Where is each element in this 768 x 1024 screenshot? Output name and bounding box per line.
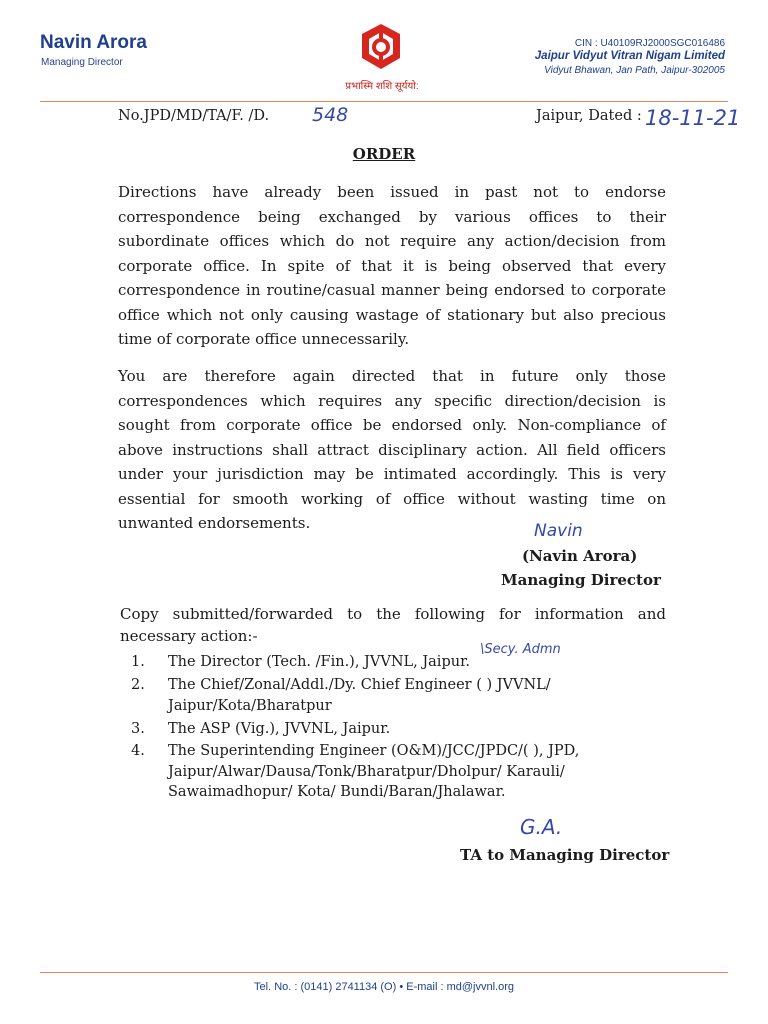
letterhead-name: Navin Arora <box>40 32 147 53</box>
handwritten-note: \Secy. Admn <box>480 642 561 657</box>
list-item-number: 2. <box>131 677 145 693</box>
letterhead-title: Managing Director <box>41 57 123 68</box>
signatory-title: Managing Director <box>501 571 661 589</box>
order-heading: ORDER <box>352 145 416 163</box>
list-item-text: The Superintending Engineer (O&M)/JCC/JPDC/( ), JPD, Jaipur/Alwar/Dausa/Tonk/Bharatpur/Dholpur/ Karauli/ Sawaimadhopur/ Kota/ Bundi/Baran/Jhalawar. <box>168 743 580 800</box>
signatory-name: (Navin Arora) <box>522 547 638 565</box>
md-signature: Navin <box>534 521 583 541</box>
list-item-number: 4. <box>131 743 145 759</box>
body-paragraph: You are therefore again directed that in future only those correspondences which requires any specific direction/decision is sought from corporate office be endorsed only. Non-compliance of above instructions shall attract disciplinary action. All field officers under your jurisdiction may be intimated accordingly. This is very essential for smooth working of office without wasting time on unwanted endorsements. <box>118 367 666 532</box>
body-paragraph: Directions have already been issued in past not to endorse correspondence being exchanged by various offices to their subordinate offices which do not require any action/decision from corporate office. In spite of that it is being observed that every correspondence in routine/casual manner being endorsed to corporate office which not only causing wastage of stationary but also precious time of corporate office unnecessarily. <box>118 183 666 348</box>
company-logo <box>356 22 406 72</box>
handwritten-date: 18-11-21 <box>645 106 741 130</box>
dated-label: Jaipur, Dated : <box>536 108 642 124</box>
list-item-text: The ASP (Vig.), JVVNL, Jaipur. <box>168 721 391 737</box>
footer-contact: Tel. No. : (0141) 2741134 (O) • E-mail : md@jvvnl.org <box>254 981 514 993</box>
reference-number: No.JPD/MD/TA/F. /D. <box>118 108 270 124</box>
list-item-number: 1. <box>131 654 145 670</box>
company-motto: प्रभास्मि शशि सूर्ययो: <box>345 81 419 92</box>
list-item-text: The Director (Tech. /Fin.), JVVNL, Jaipur. <box>168 654 471 670</box>
company-name: Jaipur Vidyut Vitran Nigam Limited <box>534 50 725 62</box>
copy-intro: Copy submitted/forwarded to the following for information and necessary action:- <box>120 605 666 645</box>
ta-title: TA to Managing Director <box>460 846 670 864</box>
company-address: Vidyut Bhawan, Jan Path, Jaipur-302005 <box>544 65 725 76</box>
reference-handwritten-number: 548 <box>312 104 349 126</box>
header-divider <box>40 101 728 102</box>
list-item-number: 3. <box>131 721 145 737</box>
cin-number: CIN : U40109RJ2000SGC016486 <box>574 38 725 49</box>
footer-divider <box>40 972 728 973</box>
list-item-text: The Chief/Zonal/Addl./Dy. Chief Engineer ( ) JVVNL/ Jaipur/Kota/Bharatpur <box>168 677 551 714</box>
ta-signature: G.A. <box>520 815 563 839</box>
